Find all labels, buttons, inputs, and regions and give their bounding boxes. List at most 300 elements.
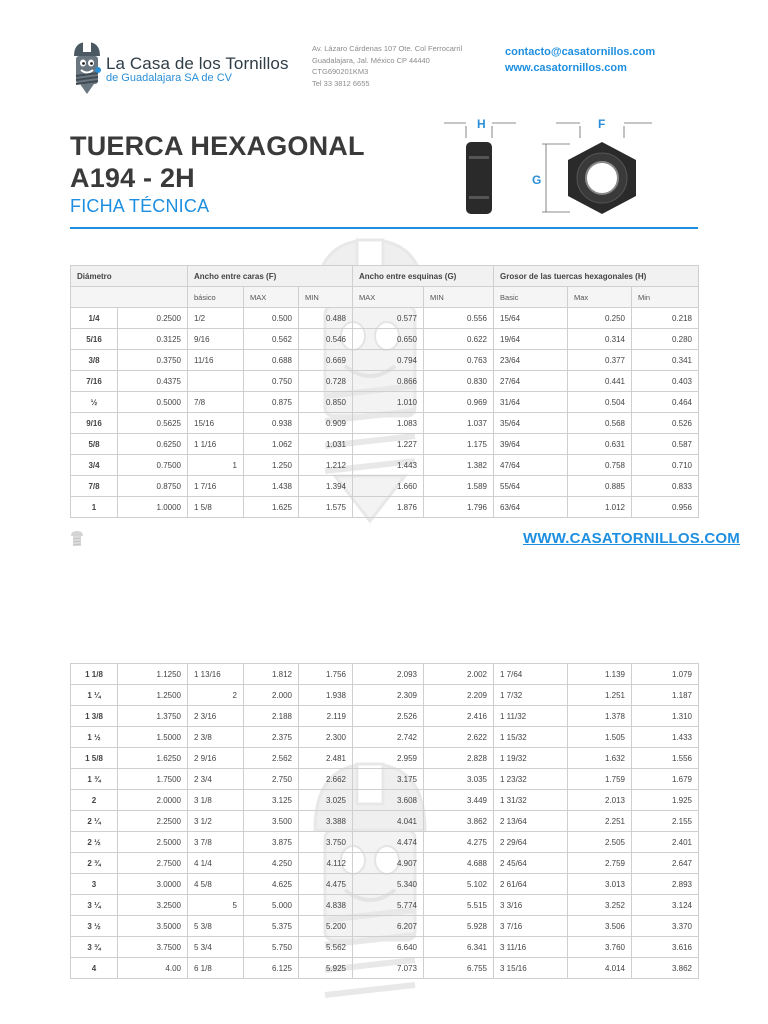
table-row [71,476,699,497]
cell-grosor-max: 0.568 [568,413,632,434]
cell-diametro-dec: 1.6250 [118,748,188,769]
table-row [71,748,699,769]
cell-grosor-max: 0.631 [568,434,632,455]
cell-grosor-basic: 3 11/16 [494,937,568,958]
cell-caras-max: 0.875 [244,392,299,413]
cell-esquinas-min: 2.622 [424,727,494,748]
cell-diametro-dec: 0.2500 [118,308,188,329]
cell-caras-max: 6.125 [244,958,299,979]
cell-esquinas-min: 4.275 [424,832,494,853]
cell-caras-min: 3.388 [299,811,353,832]
table-row [71,497,699,518]
cell-grosor-max: 3.252 [568,895,632,916]
cell-caras-min: 2.119 [299,706,353,727]
cell-grosor-min: 0.341 [632,350,699,371]
cell-diametro-dec: 1.0000 [118,497,188,518]
cell-diametro-dec: 0.5000 [118,392,188,413]
cell-esquinas-min: 6.755 [424,958,494,979]
cell-caras-min: 2.662 [299,769,353,790]
cell-esquinas-max: 3.175 [353,769,424,790]
table-row [71,811,699,832]
cell-caras-min: 4.838 [299,895,353,916]
subheader-cell: MIN [299,287,353,308]
cell-grosor-min: 0.218 [632,308,699,329]
cell-diametro-frac: 3 ¼ [71,895,118,916]
cell-grosor-basic: 47/64 [494,455,568,476]
cell-grosor-max: 2.013 [568,790,632,811]
table-row [71,434,699,455]
cell-caras-min: 3.750 [299,832,353,853]
cell-esquinas-min: 3.862 [424,811,494,832]
cell-esquinas-min: 5.102 [424,874,494,895]
cell-diametro-dec: 0.4375 [118,371,188,392]
dimension-label-f: F [598,117,606,131]
subheader-cell [71,287,188,308]
cell-esquinas-min: 2.828 [424,748,494,769]
cell-esquinas-min: 0.556 [424,308,494,329]
cell-caras-basico: 7/8 [188,392,244,413]
spec-table-page1 [70,265,699,518]
cell-diametro-frac: 9/16 [71,413,118,434]
page-subtitle: FICHA TÉCNICA [70,196,210,216]
cell-caras-max: 3.125 [244,790,299,811]
header-ancho-caras: Ancho entre caras (F) [188,266,353,287]
subheader-cell: Basic [494,287,568,308]
cell-caras-basico: 6 1/8 [188,958,244,979]
website-footer-link[interactable]: WWW.CASATORNILLOS.COM [523,530,740,547]
cell-grosor-basic: 2 29/64 [494,832,568,853]
cell-esquinas-min: 1.796 [424,497,494,518]
cell-caras-max: 1.438 [244,476,299,497]
cell-grosor-basic: 15/64 [494,308,568,329]
table-row [71,455,699,476]
cell-diametro-dec: 3.7500 [118,937,188,958]
cell-diametro-frac: 1 3/8 [71,706,118,727]
table-row [71,958,699,979]
cell-grosor-basic: 2 61/64 [494,874,568,895]
cell-diametro-frac: 3 ¾ [71,937,118,958]
cell-caras-max: 4.250 [244,853,299,874]
subheader-cell: básico [188,287,244,308]
cell-esquinas-max: 2.742 [353,727,424,748]
cell-diametro-dec: 1.5000 [118,727,188,748]
cell-esquinas-max: 4.474 [353,832,424,853]
cell-caras-min: 0.669 [299,350,353,371]
cell-diametro-dec: 0.3125 [118,329,188,350]
contact-block [505,44,655,76]
cell-diametro-frac: 3 ½ [71,916,118,937]
screw-mascot-logo-icon [70,40,104,96]
cell-esquinas-max: 2.526 [353,706,424,727]
cell-grosor-basic: 2 45/64 [494,853,568,874]
cell-caras-min: 1.394 [299,476,353,497]
cell-grosor-max: 1.378 [568,706,632,727]
cell-grosor-max: 1.632 [568,748,632,769]
table-row [71,413,699,434]
table-group-header-row [71,266,699,287]
table-row [71,853,699,874]
cell-esquinas-max: 2.959 [353,748,424,769]
cell-diametro-dec: 0.6250 [118,434,188,455]
cell-grosor-basic: 23/64 [494,350,568,371]
cell-caras-max: 0.688 [244,350,299,371]
cell-caras-basico: 3 1/8 [188,790,244,811]
cell-diametro-frac: 3/4 [71,455,118,476]
cell-grosor-basic: 19/64 [494,329,568,350]
cell-diametro-dec: 3.0000 [118,874,188,895]
cell-caras-basico: 5 3/8 [188,916,244,937]
cell-caras-basico: 2 9/16 [188,748,244,769]
cell-diametro-dec: 1.7500 [118,769,188,790]
cell-grosor-max: 1.505 [568,727,632,748]
cell-esquinas-max: 1.660 [353,476,424,497]
cell-grosor-basic: 63/64 [494,497,568,518]
cell-esquinas-max: 3.608 [353,790,424,811]
cell-caras-basico: 1 5/8 [188,497,244,518]
cell-grosor-min: 0.464 [632,392,699,413]
cell-diametro-frac: 1 [71,497,118,518]
cell-caras-max: 2.375 [244,727,299,748]
cell-grosor-basic: 55/64 [494,476,568,497]
cell-diametro-dec: 2.2500 [118,811,188,832]
cell-caras-max: 2.562 [244,748,299,769]
cell-esquinas-max: 4.907 [353,853,424,874]
cell-esquinas-max: 6.207 [353,916,424,937]
table-row [71,727,699,748]
table-row [71,392,699,413]
cell-caras-min: 0.850 [299,392,353,413]
cell-grosor-basic: 1 15/32 [494,727,568,748]
cell-grosor-min: 0.403 [632,371,699,392]
table-row [71,895,699,916]
cell-grosor-basic: 1 19/32 [494,748,568,769]
cell-grosor-max: 1.012 [568,497,632,518]
cell-caras-max: 0.938 [244,413,299,434]
spec-table-page2 [70,663,699,979]
cell-grosor-basic: 35/64 [494,413,568,434]
cell-esquinas-max: 4.041 [353,811,424,832]
cell-caras-min: 5.562 [299,937,353,958]
cell-grosor-min: 0.956 [632,497,699,518]
cell-caras-max: 4.625 [244,874,299,895]
table-row [71,769,699,790]
cell-diametro-frac: 3/8 [71,350,118,371]
cell-grosor-min: 1.433 [632,727,699,748]
cell-caras-max: 0.562 [244,329,299,350]
subheader-cell: MAX [353,287,424,308]
table-row [71,308,699,329]
cell-caras-max: 2.188 [244,706,299,727]
cell-caras-basico: 5 [188,895,244,916]
cell-caras-max: 1.812 [244,664,299,685]
cell-grosor-max: 0.377 [568,350,632,371]
cell-caras-basico: 3 1/2 [188,811,244,832]
subheader-cell: Max [568,287,632,308]
cell-esquinas-min: 0.622 [424,329,494,350]
cell-esquinas-min: 0.763 [424,350,494,371]
website-link[interactable]: www.casatornillos.com [505,62,627,74]
header-ancho-esquinas: Ancho entre esquinas (G) [353,266,494,287]
cell-diametro-frac: 4 [71,958,118,979]
table-row [71,937,699,958]
cell-grosor-min: 0.280 [632,329,699,350]
cell-diametro-frac: 1 ¼ [71,685,118,706]
title-line-1: TUERCA HEXAGONAL [70,131,365,161]
cell-grosor-max: 0.758 [568,455,632,476]
cell-esquinas-max: 1.227 [353,434,424,455]
address-line: Guadalajara, Jal. México CP 44440 [312,55,430,65]
cell-esquinas-max: 1.876 [353,497,424,518]
cell-diametro-frac: 1 5/8 [71,748,118,769]
cell-esquinas-min: 1.382 [424,455,494,476]
header-divider [70,227,698,229]
dimension-label-h: H [477,117,486,131]
cell-caras-max: 5.000 [244,895,299,916]
cell-esquinas-min: 5.928 [424,916,494,937]
cell-grosor-max: 1.759 [568,769,632,790]
cell-grosor-min: 3.370 [632,916,699,937]
cell-caras-basico: 9/16 [188,329,244,350]
cell-diametro-dec: 2.0000 [118,790,188,811]
header-diametro: Diámetro [71,266,188,287]
cell-esquinas-max: 0.577 [353,308,424,329]
cell-caras-max: 2.750 [244,769,299,790]
cell-grosor-min: 1.556 [632,748,699,769]
cell-caras-basico: 5 3/4 [188,937,244,958]
cell-grosor-basic: 2 13/64 [494,811,568,832]
subheader-cell: MAX [244,287,299,308]
cell-grosor-max: 1.251 [568,685,632,706]
cell-grosor-min: 2.401 [632,832,699,853]
cell-grosor-basic: 1 23/32 [494,769,568,790]
cell-esquinas-max: 2.093 [353,664,424,685]
cell-grosor-max: 1.139 [568,664,632,685]
cell-diametro-frac: 2 [71,790,118,811]
cell-esquinas-max: 2.309 [353,685,424,706]
cell-caras-basico: 1 13/16 [188,664,244,685]
cell-diametro-dec: 1.2500 [118,685,188,706]
cell-diametro-frac: ½ [71,392,118,413]
cell-grosor-min: 3.124 [632,895,699,916]
cell-caras-basico: 1 [188,455,244,476]
cell-grosor-max: 2.505 [568,832,632,853]
cell-grosor-max: 2.759 [568,853,632,874]
cell-grosor-max: 0.441 [568,371,632,392]
cell-grosor-max: 3.013 [568,874,632,895]
cell-esquinas-max: 0.866 [353,371,424,392]
nut-side-view [466,142,492,214]
cell-caras-max: 2.000 [244,685,299,706]
cell-esquinas-max: 7.073 [353,958,424,979]
cell-diametro-dec: 0.3750 [118,350,188,371]
cell-esquinas-max: 5.774 [353,895,424,916]
cell-diametro-dec: 2.5000 [118,832,188,853]
cell-diametro-frac: 5/8 [71,434,118,455]
cell-esquinas-min: 0.830 [424,371,494,392]
address-line: Tel 33 3812 6655 [312,78,370,88]
cell-grosor-min: 1.079 [632,664,699,685]
cell-grosor-min: 2.647 [632,853,699,874]
cell-grosor-max: 3.760 [568,937,632,958]
cell-caras-basico: 4 1/4 [188,853,244,874]
cell-esquinas-min: 2.002 [424,664,494,685]
cell-caras-min: 4.112 [299,853,353,874]
dimension-label-g: G [532,173,542,187]
cell-grosor-max: 2.251 [568,811,632,832]
cell-caras-basico: 15/16 [188,413,244,434]
cell-grosor-basic: 3 7/16 [494,916,568,937]
cell-esquinas-min: 3.449 [424,790,494,811]
title-line-2: A194 - 2H [70,163,195,193]
cell-esquinas-min: 2.209 [424,685,494,706]
subheader-cell: MIN [424,287,494,308]
cell-esquinas-max: 0.794 [353,350,424,371]
cell-esquinas-min: 2.416 [424,706,494,727]
table-row [71,874,699,895]
cell-caras-min: 2.481 [299,748,353,769]
page-title [70,130,365,194]
cell-grosor-basic: 3 3/16 [494,895,568,916]
cell-diametro-frac: 2 ¼ [71,811,118,832]
cell-grosor-min: 0.710 [632,455,699,476]
cell-diametro-dec: 0.8750 [118,476,188,497]
table-row [71,350,699,371]
cell-diametro-dec: 3.2500 [118,895,188,916]
cell-caras-min: 1.031 [299,434,353,455]
cell-caras-max: 3.500 [244,811,299,832]
cell-grosor-min: 2.155 [632,811,699,832]
cell-caras-max: 1.625 [244,497,299,518]
cell-esquinas-min: 6.341 [424,937,494,958]
cell-caras-max: 1.062 [244,434,299,455]
cell-esquinas-min: 4.688 [424,853,494,874]
cell-grosor-min: 2.893 [632,874,699,895]
cell-esquinas-min: 1.037 [424,413,494,434]
cell-grosor-max: 0.504 [568,392,632,413]
hex-nut-diagram [440,112,662,220]
cell-diametro-dec: 1.1250 [118,664,188,685]
table-row [71,916,699,937]
cell-grosor-max: 0.885 [568,476,632,497]
table-row [71,664,699,685]
cell-grosor-min: 3.616 [632,937,699,958]
cell-esquinas-min: 0.969 [424,392,494,413]
table-row [71,371,699,392]
cell-caras-basico: 2 3/16 [188,706,244,727]
cell-diametro-frac: 1/4 [71,308,118,329]
cell-esquinas-min: 1.589 [424,476,494,497]
table-row [71,706,699,727]
cell-grosor-basic: 1 11/32 [494,706,568,727]
cell-caras-min: 2.300 [299,727,353,748]
cell-caras-basico: 2 [188,685,244,706]
cell-diametro-dec: 3.5000 [118,916,188,937]
cell-grosor-max: 0.250 [568,308,632,329]
cell-caras-basico: 4 5/8 [188,874,244,895]
cell-esquinas-min: 3.035 [424,769,494,790]
cell-diametro-frac: 3 [71,874,118,895]
email-link[interactable]: contacto@casatornillos.com [505,46,656,58]
table-row [71,329,699,350]
cell-diametro-dec: 2.7500 [118,853,188,874]
cell-caras-basico: 2 3/8 [188,727,244,748]
cell-caras-max: 5.750 [244,937,299,958]
cell-grosor-max: 0.314 [568,329,632,350]
table-row [71,832,699,853]
cell-caras-basico: 1/2 [188,308,244,329]
cell-diametro-dec: 4.00 [118,958,188,979]
cell-diametro-frac: 2 ½ [71,832,118,853]
cell-caras-min: 0.488 [299,308,353,329]
cell-caras-max: 0.500 [244,308,299,329]
cell-esquinas-max: 0.650 [353,329,424,350]
cell-grosor-min: 3.862 [632,958,699,979]
cell-caras-min: 4.475 [299,874,353,895]
cell-diametro-frac: 1 ¾ [71,769,118,790]
cell-grosor-basic: 27/64 [494,371,568,392]
cell-esquinas-max: 1.010 [353,392,424,413]
company-address [312,43,462,89]
cell-caras-basico: 1 1/16 [188,434,244,455]
cell-grosor-max: 3.506 [568,916,632,937]
cell-esquinas-min: 1.175 [424,434,494,455]
cell-caras-min: 5.925 [299,958,353,979]
cell-grosor-min: 0.833 [632,476,699,497]
cell-caras-min: 1.575 [299,497,353,518]
cell-diametro-frac: 2 ¾ [71,853,118,874]
cell-caras-max: 0.750 [244,371,299,392]
cell-caras-basico [188,371,244,392]
cell-diametro-dec: 0.7500 [118,455,188,476]
cell-esquinas-max: 6.640 [353,937,424,958]
cell-diametro-frac: 7/8 [71,476,118,497]
cell-caras-basico: 11/16 [188,350,244,371]
cell-diametro-frac: 5/16 [71,329,118,350]
cell-grosor-min: 0.526 [632,413,699,434]
company-name: La Casa de los Tornillos [106,54,289,73]
cell-grosor-min: 1.925 [632,790,699,811]
cell-caras-basico: 2 3/4 [188,769,244,790]
cell-grosor-basic: 1 7/32 [494,685,568,706]
cell-caras-min: 0.546 [299,329,353,350]
cell-diametro-frac: 1 ½ [71,727,118,748]
cell-caras-max: 5.375 [244,916,299,937]
address-line: Av. Lázaro Cárdenas 107 Ote. Col Ferrocarril [312,44,463,53]
cell-diametro-dec: 0.5625 [118,413,188,434]
cell-grosor-min: 1.679 [632,769,699,790]
cell-caras-min: 5.200 [299,916,353,937]
cell-caras-min: 1.212 [299,455,353,476]
cell-diametro-dec: 1.3750 [118,706,188,727]
cell-grosor-min: 1.187 [632,685,699,706]
cell-caras-min: 0.909 [299,413,353,434]
cell-grosor-basic: 3 15/16 [494,958,568,979]
cell-grosor-max: 4.014 [568,958,632,979]
cell-diametro-frac: 1 1/8 [71,664,118,685]
table-row [71,685,699,706]
cell-grosor-min: 1.310 [632,706,699,727]
cell-grosor-basic: 1 31/32 [494,790,568,811]
header-grosor: Grosor de las tuercas hexagonales (H) [494,266,699,287]
table-row [71,790,699,811]
company-subname: de Guadalajara SA de CV [106,72,232,84]
address-line: CTG690201KM3 [312,67,369,76]
cell-caras-min: 1.756 [299,664,353,685]
cell-caras-max: 1.250 [244,455,299,476]
cell-caras-min: 3.025 [299,790,353,811]
cell-caras-min: 1.938 [299,685,353,706]
cell-grosor-basic: 1 7/64 [494,664,568,685]
